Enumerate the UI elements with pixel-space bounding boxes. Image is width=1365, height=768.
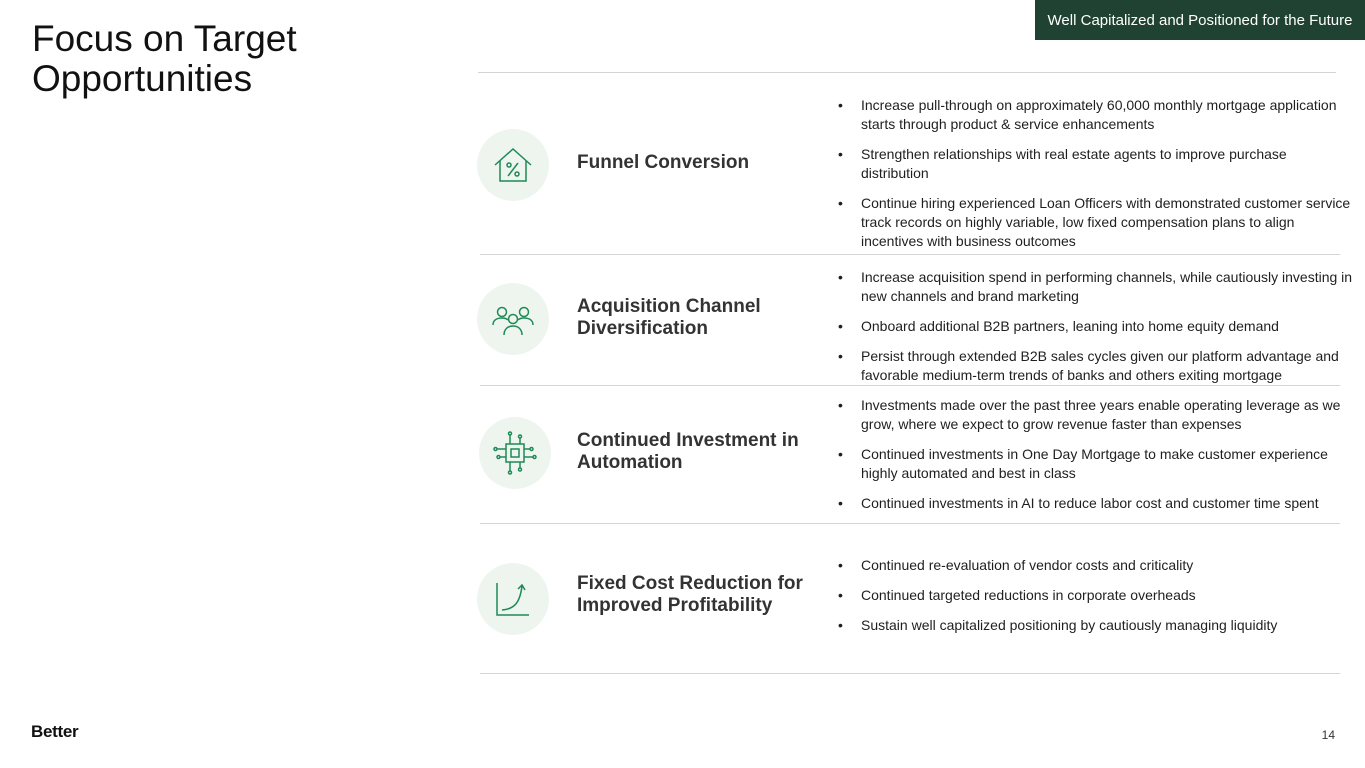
bullet-item: • Continued targeted reductions in corporate overheads	[838, 586, 1358, 605]
growth-curve-icon	[489, 575, 537, 623]
row-icon-acquisition	[477, 283, 549, 355]
divider	[478, 72, 1336, 73]
bullet-item: • Onboard additional B2B partners, leaning into home equity demand	[838, 317, 1358, 336]
row-title: Funnel Conversion	[577, 152, 750, 173]
bullet-item: • Increase acquisition spend in performing channels, while cautiously investing in new channels and brand marketing	[838, 268, 1358, 306]
bullet-item: • Sustain well capitalized positioning by cautiously managing liquidity	[838, 616, 1358, 635]
page-number: 14	[1321, 728, 1335, 742]
row-icon-funnel	[477, 129, 549, 201]
bullet-list	[838, 268, 1358, 396]
bullet-item: • Persist through extended B2B sales cycles given our platform advantage and favorable medium-term trends of banks and others exiting mortgage	[838, 347, 1358, 385]
house-percent-icon	[489, 141, 537, 189]
page-title: Focus on Target Opportunities	[32, 18, 297, 99]
divider	[480, 673, 1340, 674]
circuit-chip-icon	[491, 429, 539, 477]
bullet-item: • Continue hiring experienced Loan Officers with demonstrated customer service track records on highly variable, low fixed compensation plans to align incentives with business outcomes	[838, 194, 1358, 251]
bullet-item: • Investments made over the past three years enable operating leverage as we grow, where we expect to grow revenue faster than expenses	[838, 396, 1358, 434]
row-icon-automation	[479, 417, 551, 489]
bullet-item: • Continued investments in AI to reduce labor cost and customer time spent	[838, 494, 1358, 513]
row-title: Continued Investment in Automation	[577, 430, 799, 473]
row-title: Acquisition Channel Diversification	[577, 296, 761, 339]
bullet-item: • Increase pull-through on approximately 60,000 monthly mortgage application starts through product & service enhancements	[838, 96, 1358, 134]
bullet-list	[838, 556, 1358, 646]
row-icon-cost	[477, 563, 549, 635]
people-group-icon	[489, 295, 537, 343]
bullet-item: • Continued re-evaluation of vendor costs and criticality	[838, 556, 1358, 575]
section-tag: Well Capitalized and Positioned for the Future	[1035, 0, 1365, 40]
bullet-list	[838, 396, 1358, 524]
bullet-item: • Strengthen relationships with real estate agents to improve purchase distribution	[838, 145, 1358, 183]
row-title: Fixed Cost Reduction for Improved Profitability	[577, 573, 803, 616]
brand-logo: Better	[31, 722, 79, 741]
bullet-list	[838, 96, 1358, 262]
bullet-item: • Continued investments in One Day Mortgage to make customer experience highly automated and best in class	[838, 445, 1358, 483]
